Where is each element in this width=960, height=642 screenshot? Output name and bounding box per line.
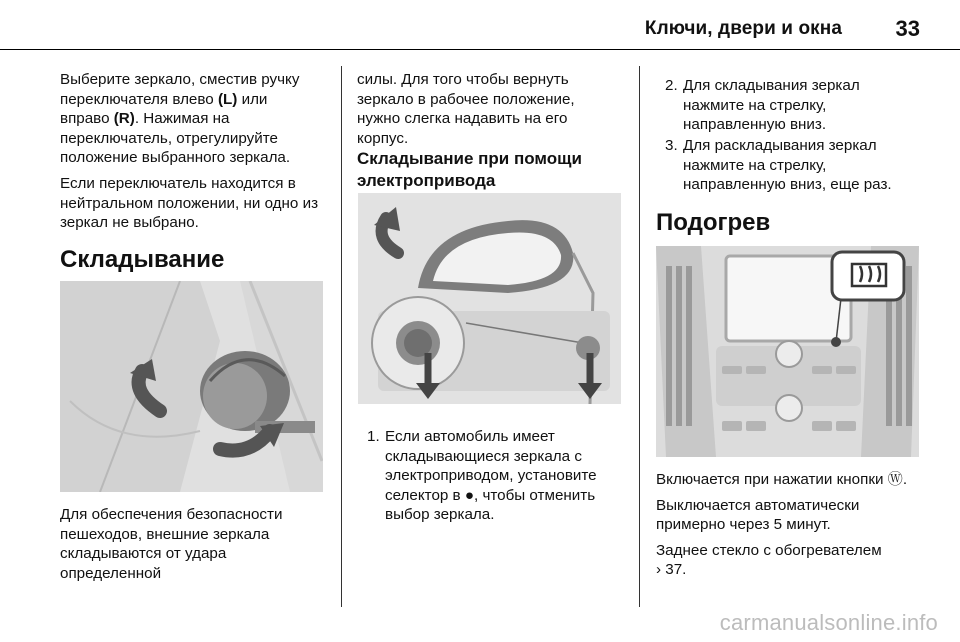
list-text: Если автомобиль имеет складывающиеся зеркала с электроприводом, установите селектор в ●, чтобы отменить выбор зеркала. (385, 428, 597, 524)
paragraph-return-position: силы. Для того чтобы вернуть зеркало в рабочее положение, нужно слегка надавить на его корпус. (357, 71, 575, 147)
column-1-bottom (60, 505, 328, 589)
right-key-label: (R) (113, 110, 135, 128)
column-divider-2 (639, 66, 640, 607)
paragraph-neutral: Если переключатель находится в нейтральном положении, ни одно из зеркал не выбрано. (60, 174, 319, 232)
left-key-label: (L) (217, 90, 238, 108)
mirror-folding-illustration (60, 281, 323, 492)
list-text: Для раскладывания зеркал нажмите на стрелку, направленную вниз, еще раз. (683, 137, 892, 194)
column-2 (357, 70, 625, 154)
cross-reference-link[interactable]: › 37. (656, 561, 687, 579)
mirror-fold-drawing (60, 281, 323, 492)
section-title: Ключи, двери и окна (644, 18, 842, 39)
page-number: 33 (895, 16, 920, 41)
paragraph-heating-on: Включается при нажатии кнопки Ⓦ. (656, 471, 908, 488)
text-fragment: Выберите зеркало, сместив ручку переключателя влево (60, 71, 300, 108)
heading-power-folding: Складывание при помощи электропривода (357, 149, 582, 190)
heading-folding: Складывание (60, 246, 225, 273)
column-1 (60, 70, 328, 239)
list-number: 3. (665, 137, 678, 154)
list-text: Для складывания зеркал нажмите на стрелку, направленную вниз. (683, 77, 860, 134)
console-drawing (656, 246, 919, 457)
paragraph-mirror-select (60, 70, 320, 168)
watermark: carmanualsonline.info (719, 610, 938, 635)
power-folding-illustration (358, 193, 621, 404)
column-divider-1 (341, 66, 342, 607)
heading-heating: Подогрев (656, 209, 771, 236)
paragraph-pedestrian-safety: Для обеспечения безопасности пешеходов, внешние зеркала складываются от удара определенной (60, 506, 283, 582)
paragraph-heating-off: Выключается автоматически примерно через 5 минут. (656, 496, 860, 534)
text-fragment: . Нажимая на переключатель, отрегулируйте положение выбранного зеркала. (60, 110, 291, 167)
power-fold-drawing (358, 193, 621, 404)
list-number: 1. (367, 428, 380, 445)
column-3-bottom (656, 470, 936, 580)
paragraph-rear-window: Заднее стекло с обогревателем (656, 541, 882, 559)
text-fragment: или вправо (60, 90, 268, 128)
list-number: 2. (665, 77, 678, 94)
header-divider (0, 49, 960, 50)
page-header (0, 0, 960, 44)
heating-button-illustration (656, 246, 919, 457)
